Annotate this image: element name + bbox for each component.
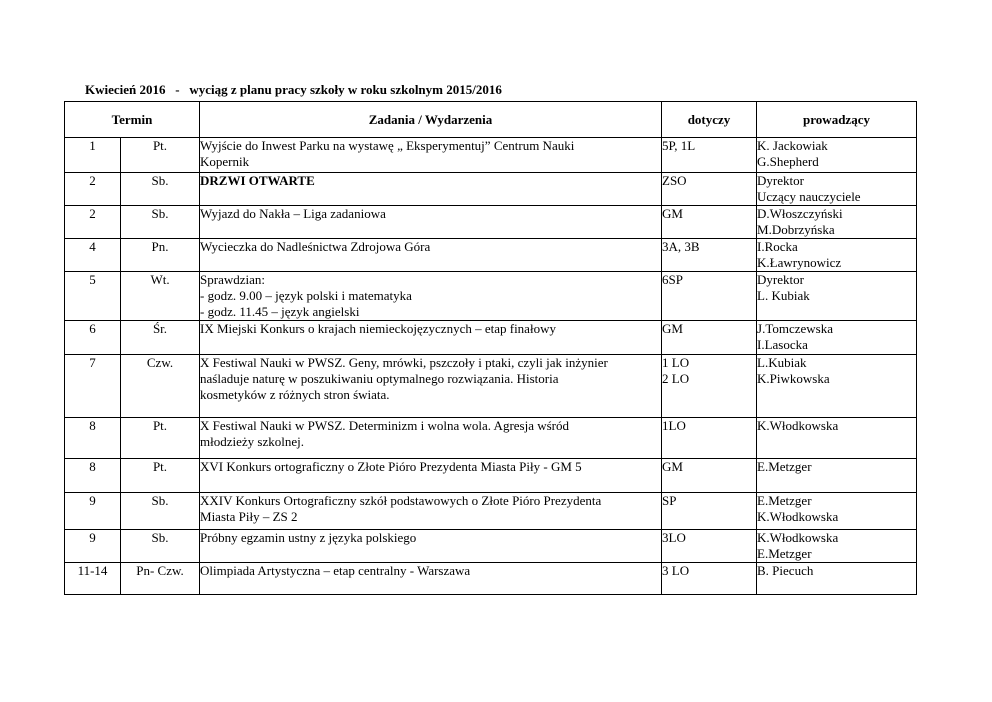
lead-cell-line: K.Ławrynowicz — [757, 255, 842, 270]
header-termin: Termin — [65, 102, 200, 138]
lead-cell-line: D.Włoszczyński — [757, 206, 843, 221]
day-cell: 9 — [65, 530, 121, 563]
task-cell — [200, 563, 662, 595]
header-zadania: Zadania / Wydarzenia — [200, 102, 662, 138]
table-row — [65, 563, 917, 595]
audience-cell-line: 3LO — [662, 530, 686, 545]
lead-cell-line: K. Jackowiak — [757, 138, 828, 153]
weekday-cell: Pt. — [121, 459, 200, 493]
task-cell — [200, 493, 662, 530]
lead-cell-line: Uczący nauczyciele — [757, 189, 861, 204]
lead-cell-line: K.Włodkowska — [757, 530, 839, 545]
audience-cell — [662, 173, 757, 206]
day-cell: 4 — [65, 239, 121, 272]
lead-cell — [757, 418, 917, 459]
lead-cell-line: K.Włodkowska — [757, 509, 839, 524]
lead-cell — [757, 493, 917, 530]
lead-cell-line: E.Metzger — [757, 546, 812, 561]
audience-cell-line: 1 LO — [662, 355, 690, 370]
table-header-row — [65, 102, 917, 138]
lead-cell-line: B. Piecuch — [757, 563, 814, 578]
task-cell — [200, 418, 662, 459]
audience-cell — [662, 355, 757, 418]
event-table — [64, 101, 917, 595]
audience-cell-line: GM — [662, 321, 683, 336]
audience-cell — [662, 530, 757, 563]
task-cell-line: młodzieży szkolnej. — [200, 434, 304, 449]
table-row — [65, 173, 917, 206]
lead-cell — [757, 355, 917, 418]
lead-cell-line: J.Tomczewska — [757, 321, 833, 336]
lead-cell-line: L. Kubiak — [757, 288, 810, 303]
weekday-cell: Wt. — [121, 272, 200, 321]
task-cell-line: X Festiwal Nauki w PWSZ. Geny, mrówki, pszczoły i ptaki, czyli jak inżynier — [200, 355, 608, 370]
lead-cell-line: I.Rocka — [757, 239, 798, 254]
task-cell — [200, 355, 662, 418]
task-cell — [200, 206, 662, 239]
audience-cell — [662, 321, 757, 355]
day-cell: 8 — [65, 459, 121, 493]
weekday-cell: Czw. — [121, 355, 200, 418]
task-cell — [200, 530, 662, 563]
task-cell-line: Wycieczka do Nadleśnictwa Zdrojowa Góra — [200, 239, 431, 254]
table-row — [65, 272, 917, 321]
table-row — [65, 493, 917, 530]
task-cell-line: XXIV Konkurs Ortograficzny szkół podstawowych o Złote Pióro Prezydenta — [200, 493, 602, 508]
header-prowadzacy: prowadzący — [757, 102, 917, 138]
day-cell: 2 — [65, 173, 121, 206]
table-row — [65, 418, 917, 459]
task-cell-line: Sprawdzian: — [200, 272, 265, 287]
weekday-cell: Pt. — [121, 418, 200, 459]
task-cell-line: IX Miejski Konkurs o krajach niemieckojęzycznych – etap finałowy — [200, 321, 556, 336]
day-cell: 9 — [65, 493, 121, 530]
task-cell-line: - godz. 11.45 – język angielski — [200, 304, 360, 319]
audience-cell — [662, 239, 757, 272]
table-row — [65, 530, 917, 563]
lead-cell-line: G.Shepherd — [757, 154, 819, 169]
task-cell-line: DRZWI OTWARTE — [200, 173, 315, 188]
day-cell: 2 — [65, 206, 121, 239]
audience-cell — [662, 459, 757, 493]
task-cell-line: naśladuje naturę w poszukiwaniu optymalnego rozwiązania. Historia — [200, 371, 559, 386]
lead-cell — [757, 530, 917, 563]
table-row — [65, 239, 917, 272]
task-cell-line: Olimpiada Artystyczna – etap centralny - Warszawa — [200, 563, 471, 578]
task-cell-line: Wyjazd do Nakła – Liga zadaniowa — [200, 206, 386, 221]
task-cell-line: Próbny egzamin ustny z języka polskiego — [200, 530, 417, 545]
table-row — [65, 355, 917, 418]
audience-cell — [662, 418, 757, 459]
audience-cell-line: 3A, 3B — [662, 239, 700, 254]
lead-cell — [757, 272, 917, 321]
task-cell-line: Wyjście do Inwest Parku na wystawę „ Eksperymentuj” Centrum Nauki — [200, 138, 575, 153]
weekday-cell: Sb. — [121, 206, 200, 239]
day-cell: 1 — [65, 138, 121, 173]
audience-cell-line: 6SP — [662, 272, 683, 287]
lead-cell-line: E.Metzger — [757, 493, 812, 508]
audience-cell — [662, 563, 757, 595]
weekday-cell: Pn- Czw. — [121, 563, 200, 595]
lead-cell — [757, 459, 917, 493]
task-cell-line: kosmetyków z różnych stron świata. — [200, 387, 390, 402]
day-cell: 6 — [65, 321, 121, 355]
task-cell-line: XVI Konkurs ortograficzny o Złote Pióro Prezydenta Miasta Piły - GM 5 — [200, 459, 582, 474]
task-cell — [200, 459, 662, 493]
table-body — [65, 138, 917, 595]
lead-cell-line: M.Dobrzyńska — [757, 222, 835, 237]
task-cell — [200, 173, 662, 206]
lead-cell-line: E.Metzger — [757, 459, 812, 474]
audience-cell-line: SP — [662, 493, 677, 508]
day-cell: 5 — [65, 272, 121, 321]
weekday-cell: Pn. — [121, 239, 200, 272]
task-cell — [200, 138, 662, 173]
weekday-cell: Sb. — [121, 493, 200, 530]
lead-cell — [757, 206, 917, 239]
weekday-cell: Sb. — [121, 173, 200, 206]
lead-cell-line: L.Kubiak — [757, 355, 807, 370]
lead-cell — [757, 563, 917, 595]
day-cell: 7 — [65, 355, 121, 418]
audience-cell — [662, 272, 757, 321]
task-cell — [200, 272, 662, 321]
audience-cell-line: GM — [662, 206, 683, 221]
lead-cell-line: I.Lasocka — [757, 337, 808, 352]
day-cell: 8 — [65, 418, 121, 459]
lead-cell — [757, 239, 917, 272]
lead-cell-line: K.Piwkowska — [757, 371, 830, 386]
lead-cell — [757, 138, 917, 173]
table-row — [65, 459, 917, 493]
task-cell-line: Miasta Piły – ZS 2 — [200, 509, 298, 524]
lead-cell-line: Dyrektor — [757, 272, 804, 287]
audience-cell-line: 3 LO — [662, 563, 690, 578]
audience-cell-line: 5P, 1L — [662, 138, 696, 153]
audience-cell — [662, 206, 757, 239]
task-cell-line: Kopernik — [200, 154, 250, 169]
page-title: Kwiecień 2016 - wyciąg z planu pracy szkoły w roku szkolnym 2015/2016 — [85, 82, 502, 97]
task-cell — [200, 321, 662, 355]
task-cell — [200, 239, 662, 272]
weekday-cell: Sb. — [121, 530, 200, 563]
task-cell-line: - godz. 9.00 – język polski i matematyka — [200, 288, 412, 303]
table-row — [65, 206, 917, 239]
day-cell: 11-14 — [65, 563, 121, 595]
audience-cell-line: ZSO — [662, 173, 687, 188]
weekday-cell: Śr. — [121, 321, 200, 355]
lead-cell — [757, 173, 917, 206]
lead-cell-line: Dyrektor — [757, 173, 804, 188]
header-dotyczy: dotyczy — [662, 102, 757, 138]
table-row — [65, 321, 917, 355]
task-cell-line: X Festiwal Nauki w PWSZ. Determinizm i wolna wola. Agresja wśród — [200, 418, 570, 433]
audience-cell-line: 2 LO — [662, 371, 690, 386]
audience-cell — [662, 138, 757, 173]
lead-cell — [757, 321, 917, 355]
audience-cell-line: GM — [662, 459, 683, 474]
weekday-cell: Pt. — [121, 138, 200, 173]
audience-cell — [662, 493, 757, 530]
audience-cell-line: 1LO — [662, 418, 686, 433]
table-row — [65, 138, 917, 173]
lead-cell-line: K.Włodkowska — [757, 418, 839, 433]
